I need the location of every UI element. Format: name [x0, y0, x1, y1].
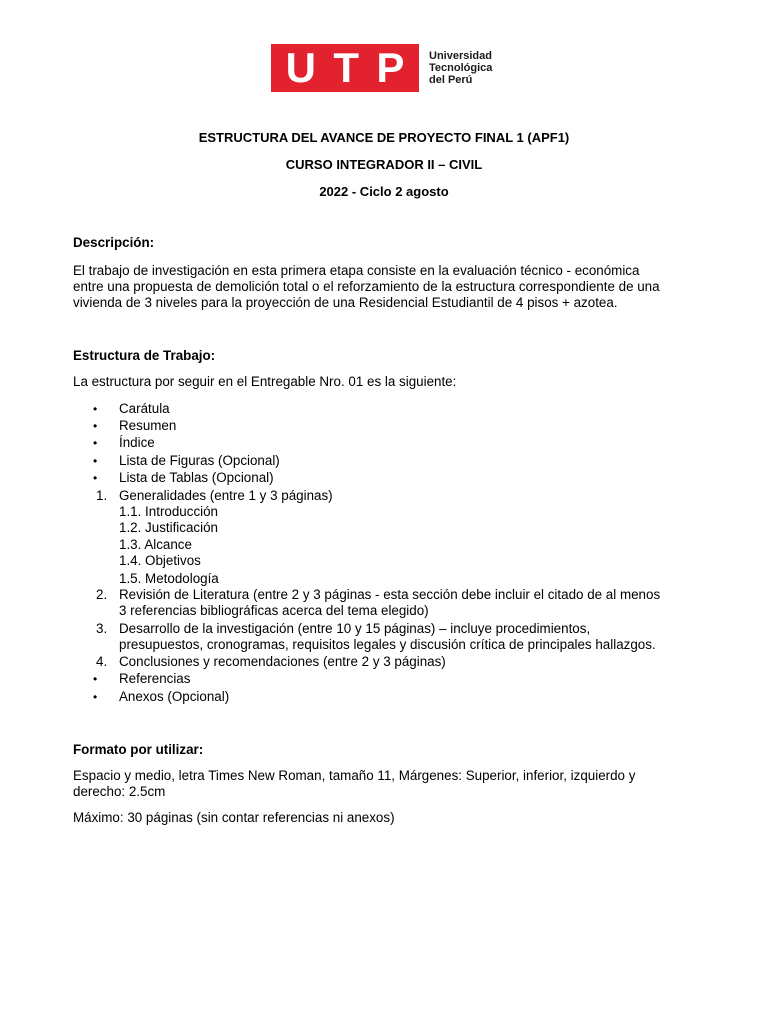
- course-title: CURSO INTEGRADOR II – CIVIL: [285, 157, 483, 172]
- list-number: 3.: [96, 621, 108, 636]
- estructura-intro: La estructura por seguir en el Entregable Nro. 01 es la siguiente:: [73, 374, 457, 389]
- estructura-heading: Estructura de Trabajo:: [73, 348, 216, 363]
- list-number: 1.: [96, 488, 108, 503]
- descripcion-line: entre una propuesta de demolición total o el reforzamiento de la estructura correspondiente de una: [73, 279, 660, 294]
- list-item: Carátula: [119, 401, 170, 416]
- logo-letter-p: P: [376, 44, 405, 91]
- document-title: ESTRUCTURA DEL AVANCE DE PROYECTO FINAL 1 (APF1): [198, 130, 570, 145]
- logo-mark: [271, 44, 419, 92]
- descripcion-heading: Descripción:: [73, 235, 155, 250]
- sub-item: 1.5. Metodología: [119, 571, 219, 586]
- list-item: Generalidades (entre 1 y 3 páginas): [119, 488, 333, 503]
- list-item: Anexos (Opcional): [119, 689, 230, 704]
- list-number: 2.: [96, 587, 108, 602]
- logo-text-line: Tecnológica: [429, 62, 493, 74]
- logo-text-line: Universidad: [429, 50, 492, 62]
- bullet-symbol: •: [93, 402, 98, 416]
- list-item: Resumen: [119, 418, 177, 433]
- bullet-symbol: •: [93, 436, 98, 450]
- list-number: 4.: [96, 654, 108, 669]
- list-item: Índice: [119, 435, 155, 450]
- sub-item: 1.2. Justificación: [119, 520, 218, 535]
- list-item: Lista de Tablas (Opcional): [119, 470, 274, 485]
- descripcion-line: El trabajo de investigación en esta primera etapa consiste en la evaluación técnico - económica: [73, 263, 640, 278]
- list-item: Revisión de Literatura (entre 2 y 3 páginas - esta sección debe incluir el citado de al menos: [119, 587, 661, 602]
- list-item: Conclusiones y recomendaciones (entre 2 y 3 páginas): [119, 654, 446, 669]
- list-item-continuation: presupuestos, cronogramas, requisitos legales y discusión crítica de principales hallazgos.: [119, 637, 656, 652]
- bullet-symbol: •: [93, 672, 98, 686]
- formato-heading: Formato por utilizar:: [73, 742, 204, 757]
- sub-item: 1.4. Objetivos: [119, 553, 201, 568]
- logo-text: [429, 50, 492, 86]
- cycle-title: 2022 - Ciclo 2 agosto: [319, 184, 449, 199]
- bullet-symbol: •: [93, 471, 98, 485]
- bullet-symbol: •: [93, 454, 98, 468]
- bullet-symbol: •: [93, 419, 98, 433]
- list-item-continuation: 3 referencias bibliográficas acerca del tema elegido): [119, 603, 429, 618]
- descripcion-line: vivienda de 3 niveles para la proyección de una Residencial Estudiantil de 4 pisos + azotea.: [73, 295, 618, 310]
- logo-letter-t: T: [333, 44, 359, 91]
- formato-max: Máximo: 30 páginas (sin contar referencias ni anexos): [73, 810, 395, 825]
- sub-item: 1.1. Introducción: [119, 504, 219, 519]
- logo-letter-u: U: [285, 44, 316, 91]
- formato-line: derecho: 2.5cm: [73, 784, 166, 799]
- sub-item: 1.3. Alcance: [119, 537, 192, 552]
- list-item: Lista de Figuras (Opcional): [119, 453, 280, 468]
- list-item: Referencias: [119, 671, 191, 686]
- bullet-symbol: •: [93, 690, 98, 704]
- list-item: Desarrollo de la investigación (entre 10 y 15 páginas) – incluye procedimientos,: [119, 621, 591, 636]
- utp-logo: [271, 44, 492, 92]
- logo-text-line: del Perú: [429, 74, 473, 86]
- formato-line: Espacio y medio, letra Times New Roman, tamaño 11, Márgenes: Superior, inferior, izquierdo y: [73, 768, 636, 783]
